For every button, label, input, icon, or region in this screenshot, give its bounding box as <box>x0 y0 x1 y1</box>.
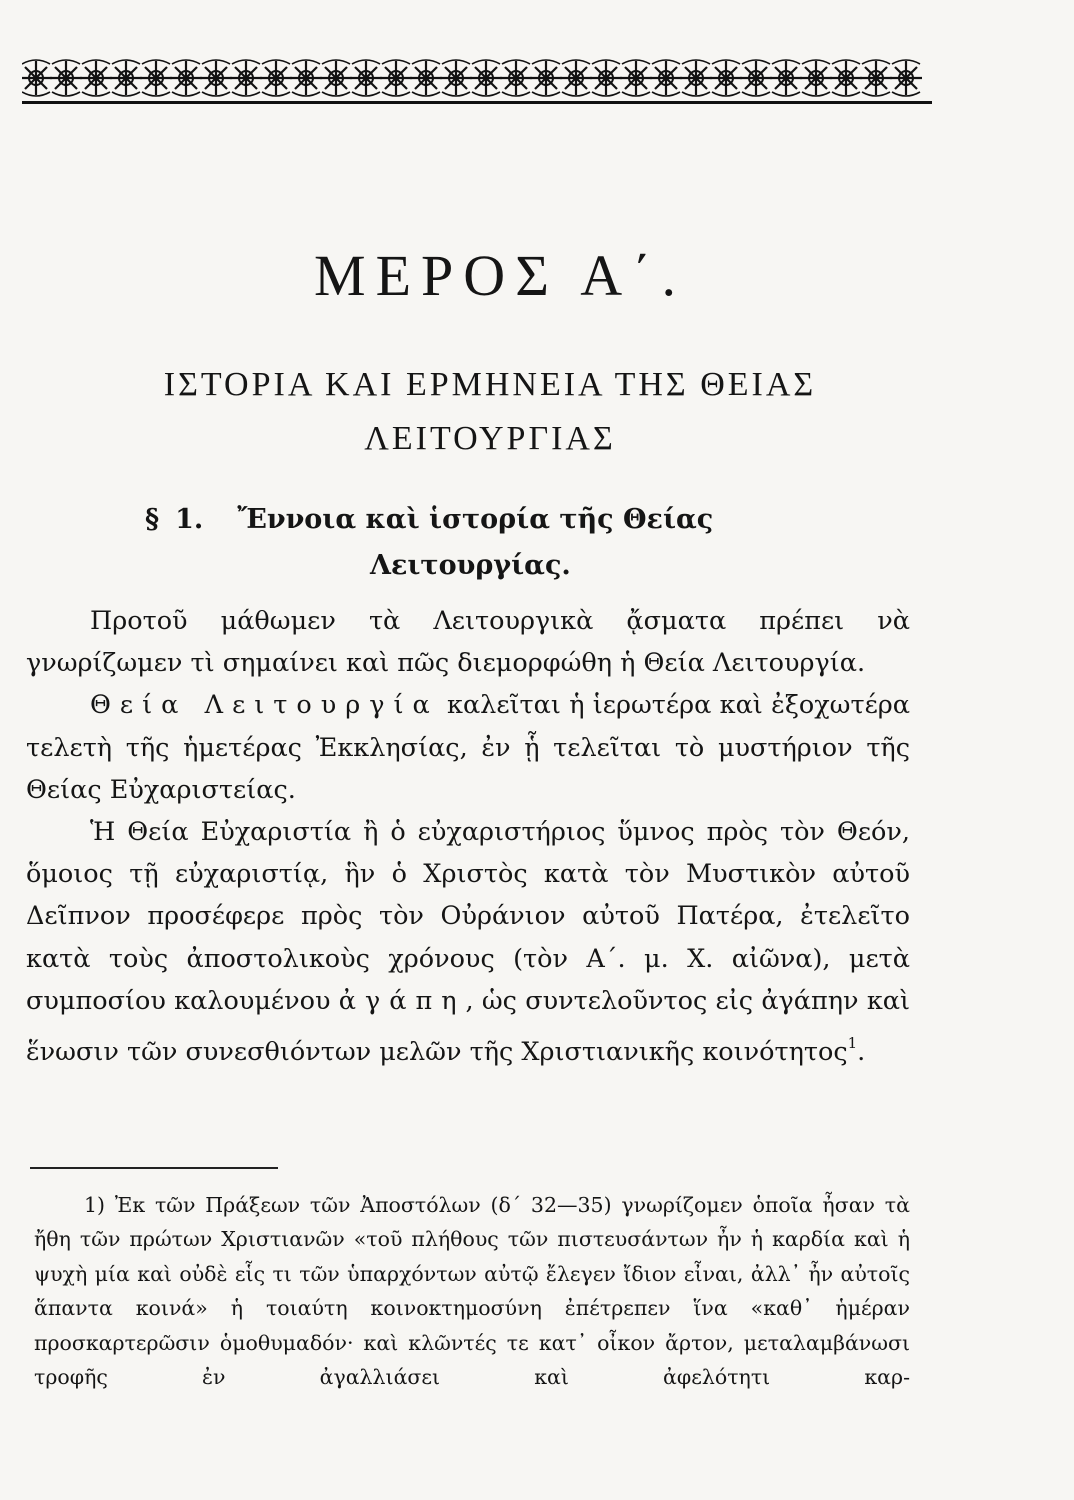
section-title-part-1: Ἔννοια καὶ ἱστορία τῆς Θείας <box>237 504 714 535</box>
section-symbol: § <box>145 504 160 535</box>
ornamental-border-band <box>22 56 930 106</box>
footnote-reference: 1 <box>847 1034 858 1053</box>
ornament-pattern <box>22 60 922 96</box>
chapter-heading-line-2: ΛΕΙΤΟΥΡΓΙΑΣ <box>364 420 616 457</box>
paragraph-3-text-start: Ἡ Θεία Εὐχαριστία ἢ ὁ εὐχαριστήριος ὕμνος πρὸς τὸν Θεόν, ὅμοιος τῇ εὐχαριστίᾳ, ἣν ὁ Χριστὸς κατὰ τὸν Μυστικὸν αὐτοῦ Δεῖπνον προσέφερε πρὸς τὸν Οὐράνιον αὐτοῦ Πατέρα, ἐτελεῖτο κατὰ τοὺς ἀποστολικοὺς χρόνους (τὸν Α΄. μ. Χ. αἰῶνα), μετὰ συμποσίου καλουμένου <box>26 817 910 1016</box>
footnote-separator <box>30 1167 278 1169</box>
paragraph-2-text: καλεῖται ἡ ἱερωτέρα καὶ ἐξοχωτέρα τελετὴ τῆς ἡμετέρας Ἐκκλησίας, ἐν ᾗ τελεῖται τὸ μυστήριον τῆς Θείας Εὐχαριστείας. <box>26 690 910 805</box>
main-text <box>26 600 910 1073</box>
section-title-part-2: Λειτουργίας. <box>370 550 571 581</box>
paragraph-3 <box>26 811 910 1073</box>
spaced-term-theia-leitourgia: Θεία Λειτουργία <box>90 690 439 721</box>
chapter-heading-line-1: ΙΣΤΟΡΙΑ ΚΑΙ ΕΡΜΗΝΕΙΑ ΤΗΣ ΘΕΙΑΣ <box>163 366 817 403</box>
spaced-term-agape: ἀγάπη <box>338 985 466 1016</box>
paragraph-3-final: . <box>857 1037 866 1068</box>
section-heading <box>145 497 905 589</box>
footnote-1: 1) Ἐκ τῶν Πράξεων τῶν Ἀποστόλων (δ΄ 32—35) γνωρίζομεν ὁποῖα ἦσαν τὰ ἤθη τῶν πρώτων Χριστιανῶν «τοῦ πλήθους τῶν πιστευσάντων ἦν ἡ καρδία καὶ ἡ ψυχὴ μία καὶ οὐδὲ εἷς τι τῶν ὑπαρχόντων αὐτῷ ἔλεγεν ἴδιον εἶναι, ἀλλ᾽ ἦν αὐτοῖς ἅπαντα κοινά» ἡ τοιαύτη κοινοκτημοσύνη ἐπέτρεπεν ἵνα «καθ᾽ ἡμέραν προσκαρτερῶσιν ὁμοθυμαδόν· καὶ κλῶντές τε κατ᾽ οἶκον ἄρτον, μεταλαμβάνωσι τροφῆς ἐν ἀγαλλιάσει καὶ ἀφελότητι καρ- <box>34 1193 910 1390</box>
part-title: ΜΕΡΟΣ Α΄. <box>314 243 686 308</box>
section-number: 1. <box>175 504 204 535</box>
paragraph-1: Προτοῦ μάθωμεν τὰ Λειτουργικὰ ᾄσματα πρέπει νὰ γνωρίζωμεν τὶ σημαίνει καὶ πῶς διεμορφώθη ἡ Θεία Λειτουργία. <box>26 606 910 679</box>
paragraph-2 <box>26 684 910 811</box>
ornament-rule <box>22 101 932 104</box>
paragraph-3-text-end: , ὡς συντελοῦντος εἰς ἀγάπην καὶ ἕνωσιν τῶν συνεσθιόντων μελῶν τῆς Χριστιανικῆς κοινότητος <box>26 985 911 1068</box>
